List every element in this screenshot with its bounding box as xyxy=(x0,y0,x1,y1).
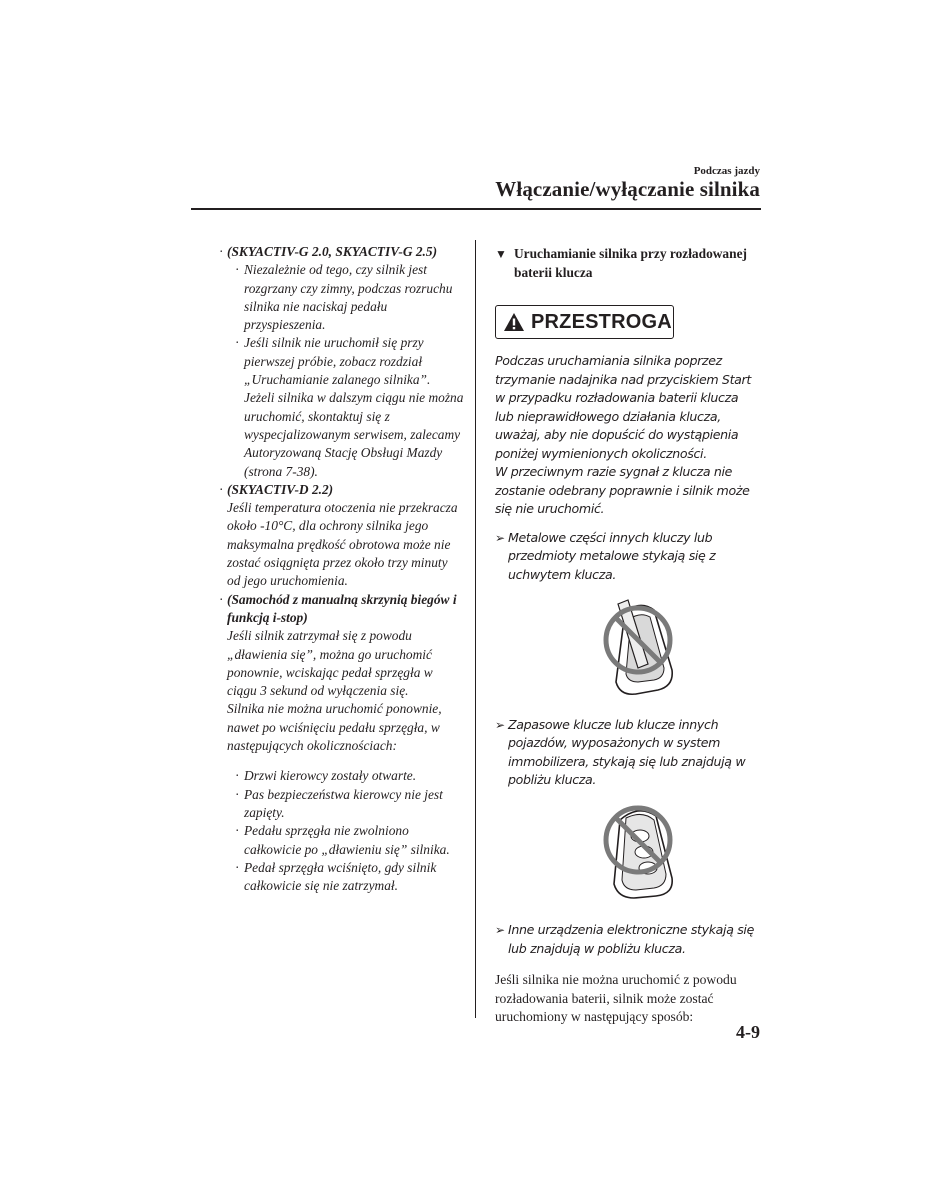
triangle-down-icon: ▼ xyxy=(495,247,507,261)
list-item-text: Pedału sprzęgła nie zwolniono całkowicie po „dławieniu się” silnika. xyxy=(244,823,450,857)
list-item xyxy=(219,481,464,591)
bullet: · xyxy=(235,335,240,351)
list-item-text: Niezależnie od tego, czy silnik jest rozgrzany czy zimny, podczas rozruchu silnika nie naciskaj pedału przyspieszenia. xyxy=(244,262,453,333)
caution-paragraph: Podczas uruchamiania silnika poprzez trzymanie nadajnika nad przyciskiem Start w przypadku rozładowania baterii klucza lub nieprawidłowego działania klucza, uważaj, aby nie dopuścić do wystąpienia poniżej wymienionych okoliczności. xyxy=(495,353,751,461)
skyactiv-d-heading: (SKYACTIV-D 2.2) xyxy=(227,481,334,497)
bullet: · xyxy=(235,768,240,784)
list-item-text: Pedał sprzęgła wciśnięto, gdy silnik całkowicie się nie zatrzymał. xyxy=(244,859,437,894)
list-item xyxy=(235,859,464,896)
list-item xyxy=(219,243,464,481)
list-item xyxy=(235,334,464,480)
bullet: · xyxy=(235,262,240,278)
subsection-title: Uruchamianie silnika przy rozładowanej baterii klucza xyxy=(514,246,747,280)
list-item-text: Inne urządzenia elektroniczne stykają się lub znajdują w pobliżu klucza. xyxy=(508,922,754,956)
caution-label: PRZESTROGA xyxy=(531,310,672,333)
list-item xyxy=(219,591,464,896)
list-item-text: Drzwi kierowcy zostały otwarte. xyxy=(244,768,417,784)
bullet: · xyxy=(235,786,240,802)
right-column xyxy=(495,245,757,1027)
skyactiv-g-heading: (SKYACTIV-G 2.0, SKYACTIV-G 2.5) xyxy=(227,244,438,259)
bullet: · xyxy=(219,481,224,497)
list-item xyxy=(235,767,464,785)
list-item xyxy=(495,716,757,790)
list-item xyxy=(495,921,757,958)
title-rule xyxy=(191,208,761,210)
arrow-bullet-icon: ➢ xyxy=(495,530,505,545)
subsection-heading xyxy=(495,245,757,282)
list-item xyxy=(495,529,757,585)
list-item xyxy=(235,786,464,823)
caution-text xyxy=(495,352,757,958)
page-title: Włączanie/wyłączanie silnika xyxy=(495,177,760,201)
section-label: Podczas jazdy xyxy=(693,165,760,177)
start-procedure-text: Jeśli silnika nie można uruchomić z powodu rozładowania baterii, silnik może zostać uruchomiony w następujący sposób: xyxy=(495,972,737,1024)
left-column xyxy=(219,243,464,895)
list-item xyxy=(235,822,464,859)
page-number: 4-9 xyxy=(736,1022,760,1042)
key-with-metal-prohibited-illustration xyxy=(598,590,682,700)
bullet: · xyxy=(235,859,240,875)
list-item-text: Zapasowe klucze lub klucze innych pojazdów, wyposażonych w system immobilizera, stykają się lub znajdują w pobliżu klucza. xyxy=(508,716,746,787)
manual-istop-heading: (Samochód z manualną skrzynią biegów i funkcją i-stop) xyxy=(227,591,457,625)
manual-istop-text-1: Jeśli silnik zatrzymał się z powodu „dławienia się”, można go uruchomić ponownie, wciskając pedał sprzęgła w ciągu 3 sekund od wyłączenia się. xyxy=(227,628,433,699)
arrow-bullet-icon: ➢ xyxy=(495,923,505,937)
caution-box xyxy=(495,305,674,339)
arrow-bullet-icon: ➢ xyxy=(495,717,505,732)
manual-istop-text-2: Silnika nie można uruchomić ponownie, nawet po wciśnięciu pedału sprzęgła, w następujących okolicznościach: xyxy=(227,701,442,754)
bullet: · xyxy=(219,591,224,607)
spare-keys-prohibited-illustration xyxy=(598,796,682,906)
list-item-text: Jeśli silnik nie uruchomił się przy pierwszej próbie, zobacz rozdział „Uruchamianie zalanego silnika”. Jeżeli silnika w dalszym ciągu nie można uruchomić, skontaktuj się z wyspecjalizowanym serwisem, zalecamy Autoryzowaną Stację Obsługi Mazdy (strona 7-38). xyxy=(244,335,464,479)
bullet: · xyxy=(219,244,224,259)
list-item-text: Pas bezpieczeństwa kierowcy nie jest zapięty. xyxy=(244,786,443,820)
caution-paragraph: W przeciwnym razie sygnał z klucza nie zostanie odebrany poprawnie i silnik może się nie uruchomić. xyxy=(495,464,750,516)
column-divider xyxy=(475,240,476,1018)
warning-triangle-icon xyxy=(503,312,525,332)
skyactiv-d-text: Jeśli temperatura otoczenia nie przekracza około -10°C, dla ochrony silnika jego maksymalna prędkość obrotowa może nie zostać osiągnięta przez około trzy minuty od jego uruchomienia. xyxy=(227,500,458,589)
list-item xyxy=(235,261,464,334)
list-item-text: Metalowe części innych kluczy lub przedmioty metalowe stykają się z uchwytem klucza. xyxy=(508,529,716,582)
bullet: · xyxy=(235,823,240,839)
